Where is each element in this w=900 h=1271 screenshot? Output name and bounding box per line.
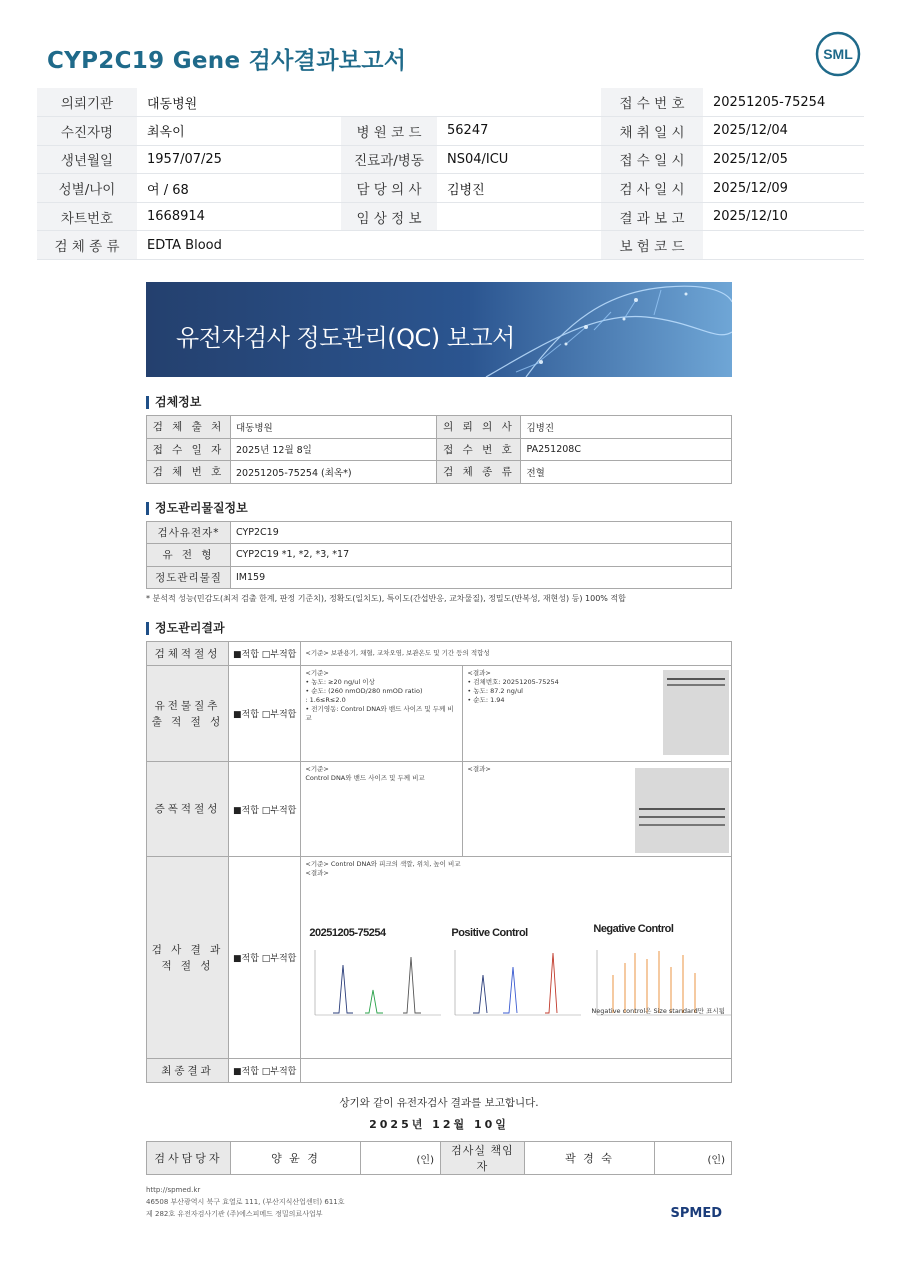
specimen-date: 2025년 12월 8일 [230,438,437,461]
info-label: 검 체 종 류 [37,231,137,260]
result-text: <결과> • 검체번호: 20251205-75254 • 농도: 87.2 ng/ul • 순도: 1.94 [467,669,559,704]
info-value: 2025/12/05 [703,145,864,174]
cell-label: 검사실 책임자 [441,1142,525,1175]
judgement [229,762,301,857]
criteria-text: <기준> • 농도: ≥20 ng/ul 이상 • 순도: (260 nmOD/280 nmOD ratio) : 1.6≤R≤2.0 • 전기영동: Control DNA와 밴드 사이즈 및 두께 비교 [301,666,463,762]
info-label: 의뢰기관 [37,88,137,117]
amplification-gel-image [635,768,729,853]
cell-label: 의 뢰 의 사 [437,416,521,439]
footer-url: http://spmed.kr [146,1186,201,1194]
fail-mark: □부적합 [261,650,297,660]
specimen-type: 전혈 [521,461,732,484]
info-label [341,88,437,117]
cell-label: 유 전 형 [147,544,231,567]
specimen-table [146,415,732,484]
info-label [341,231,437,260]
pass-mark: ■적합 [233,954,259,964]
patient-info-table [37,88,864,260]
info-value: EDTA Blood [137,231,341,260]
info-label: 채 취 일 시 [601,117,703,146]
judgement [229,642,301,666]
info-value [703,231,864,260]
row-label: 최종결과 [147,1059,229,1083]
info-label: 병 원 코 드 [341,117,437,146]
info-label: 접 수 번 호 [601,88,703,117]
info-label: 차트번호 [37,202,137,231]
specimen-doctor: 김병진 [521,416,732,439]
criteria-text: <기준> Control DNA와 밴드 사이즈 및 두께 비교 [301,762,463,857]
info-value: 2025/12/09 [703,174,864,203]
signature-table [146,1141,732,1175]
info-value: 여 / 68 [137,174,341,203]
tester-seal: (인) [361,1142,441,1175]
judgement [229,666,301,762]
info-row [37,202,864,231]
pass-mark: ■적합 [233,650,259,660]
cell-label: 검 체 종 류 [437,461,521,484]
judgement [229,857,301,1059]
pass-mark: ■적합 [233,805,259,816]
specimen-receipt: PA251208C [521,438,732,461]
info-value: 대동병원 [137,88,341,117]
fail-mark: □부적합 [261,1067,297,1077]
info-row [37,231,864,260]
sml-logo [814,30,862,78]
cell-label: 검사유전자* [147,521,231,544]
info-label: 담 당 의 사 [341,174,437,203]
negative-control-note: Negative control은 Size standard만 표시됨 [591,1007,725,1015]
footer-license: 제 282호 유전자검사기관 (주)에스피메드 정밀의료사업부 [146,1210,323,1218]
info-value [437,88,601,117]
info-value: NS04/ICU [437,145,601,174]
material-section-title: 정도관리물질정보 [146,502,732,515]
sml-logo-text: SML [823,46,853,62]
judgement [229,1059,301,1083]
cell-label: 검 체 출 처 [147,416,231,439]
qc-banner-title: 유전자검사 정도관리(QC) 보고서 [176,324,515,352]
report-title: CYP2C19 Gene 검사결과보고서 [47,48,407,74]
info-label: 성별/나이 [37,174,137,203]
specimen-no: 20251205-75254 (최옥*) [230,461,437,484]
info-row [37,174,864,203]
report-date: 2025년 12월 10일 [369,1118,509,1131]
row-label: 유전물질추출 적 절 성 [147,666,229,762]
criteria-text: <기준> Control DNA와 피크의 색깔, 위치, 높이 비교 <결과> [305,860,461,877]
cell-label: 정도관리물질 [147,566,231,589]
info-label: 진료과/병동 [341,145,437,174]
closing-statement: 상기와 같이 유전자검사 결과를 보고합니다. [339,1097,539,1109]
footer [146,1184,732,1220]
result-section-title: 정도관리결과 [146,622,732,635]
info-label: 접 수 일 시 [601,145,703,174]
info-value: 56247 [437,117,601,146]
info-value: 1957/07/25 [137,145,341,174]
info-label: 생년월일 [37,145,137,174]
info-row [37,88,864,117]
row-label: 검체적절성 [147,642,229,666]
extraction-gel-image [663,670,729,755]
qc-report [146,282,732,1220]
qc-banner [146,282,732,377]
info-row [37,117,864,146]
trace-negative-title: Negative Control [593,923,674,935]
chief-name: 곽 경 숙 [525,1142,655,1175]
info-label: 결 과 보 고 [601,202,703,231]
info-value: 김병진 [437,174,601,203]
material-qc: IM159 [231,566,732,589]
row-label: 증폭적절성 [147,762,229,857]
pass-mark: ■적합 [233,1067,259,1077]
fail-mark: □부적합 [261,805,297,816]
footer-address: 46508 부산광역시 북구 효열로 111, (부산지식산업센터) 611호 [146,1198,345,1206]
performance-note: * 분석적 성능(민감도(최저 검출 한계, 판정 기준치), 정확도(일치도), 특이도(간섭반응, 교차물질), 정밀도(반복성, 재현성) 등) 100% 적합 [146,594,626,603]
result-text: <결과> [467,765,491,773]
criteria-text: <기준> 보관용기, 채혈, 교차오염, 보관온도 및 기간 등의 적합성 [301,642,732,666]
info-value: 최옥이 [137,117,341,146]
trace-positive-title: Positive Control [451,927,528,939]
specimen-source: 대동병원 [230,416,437,439]
material-table [146,521,732,590]
cell-label: 검사담당자 [147,1142,231,1175]
material-genotype: CYP2C19 *1, *2, *3, *17 [231,544,732,567]
tester-name: 양 윤 경 [231,1142,361,1175]
row-label: 검 사 결 과 적 절 성 [147,857,229,1059]
info-label: 임 상 정 보 [341,202,437,231]
cell-label: 접 수 일 자 [147,438,231,461]
qc-result-table [146,641,732,1083]
info-value: 20251205-75254 [703,88,864,117]
chief-seal: (인) [655,1142,732,1175]
trace-sample-title: 20251205-75254 [309,927,386,939]
fail-mark: □부적합 [261,954,297,964]
info-value: 2025/12/04 [703,117,864,146]
info-label: 수진자명 [37,117,137,146]
info-value [437,202,601,231]
info-value: 2025/12/10 [703,202,864,231]
cell-label: 접 수 번 호 [437,438,521,461]
info-row [37,145,864,174]
info-label: 검 사 일 시 [601,174,703,203]
info-value: 1668914 [137,202,341,231]
info-label: 보 험 코 드 [601,231,703,260]
material-gene: CYP2C19 [231,521,732,544]
fail-mark: □부적합 [261,710,297,720]
spmed-logo: SPMED [670,1206,722,1221]
pass-mark: ■적합 [233,710,259,720]
info-value [437,231,601,260]
cell-label: 검 체 번 호 [147,461,231,484]
specimen-section-title: 검체정보 [146,396,732,409]
